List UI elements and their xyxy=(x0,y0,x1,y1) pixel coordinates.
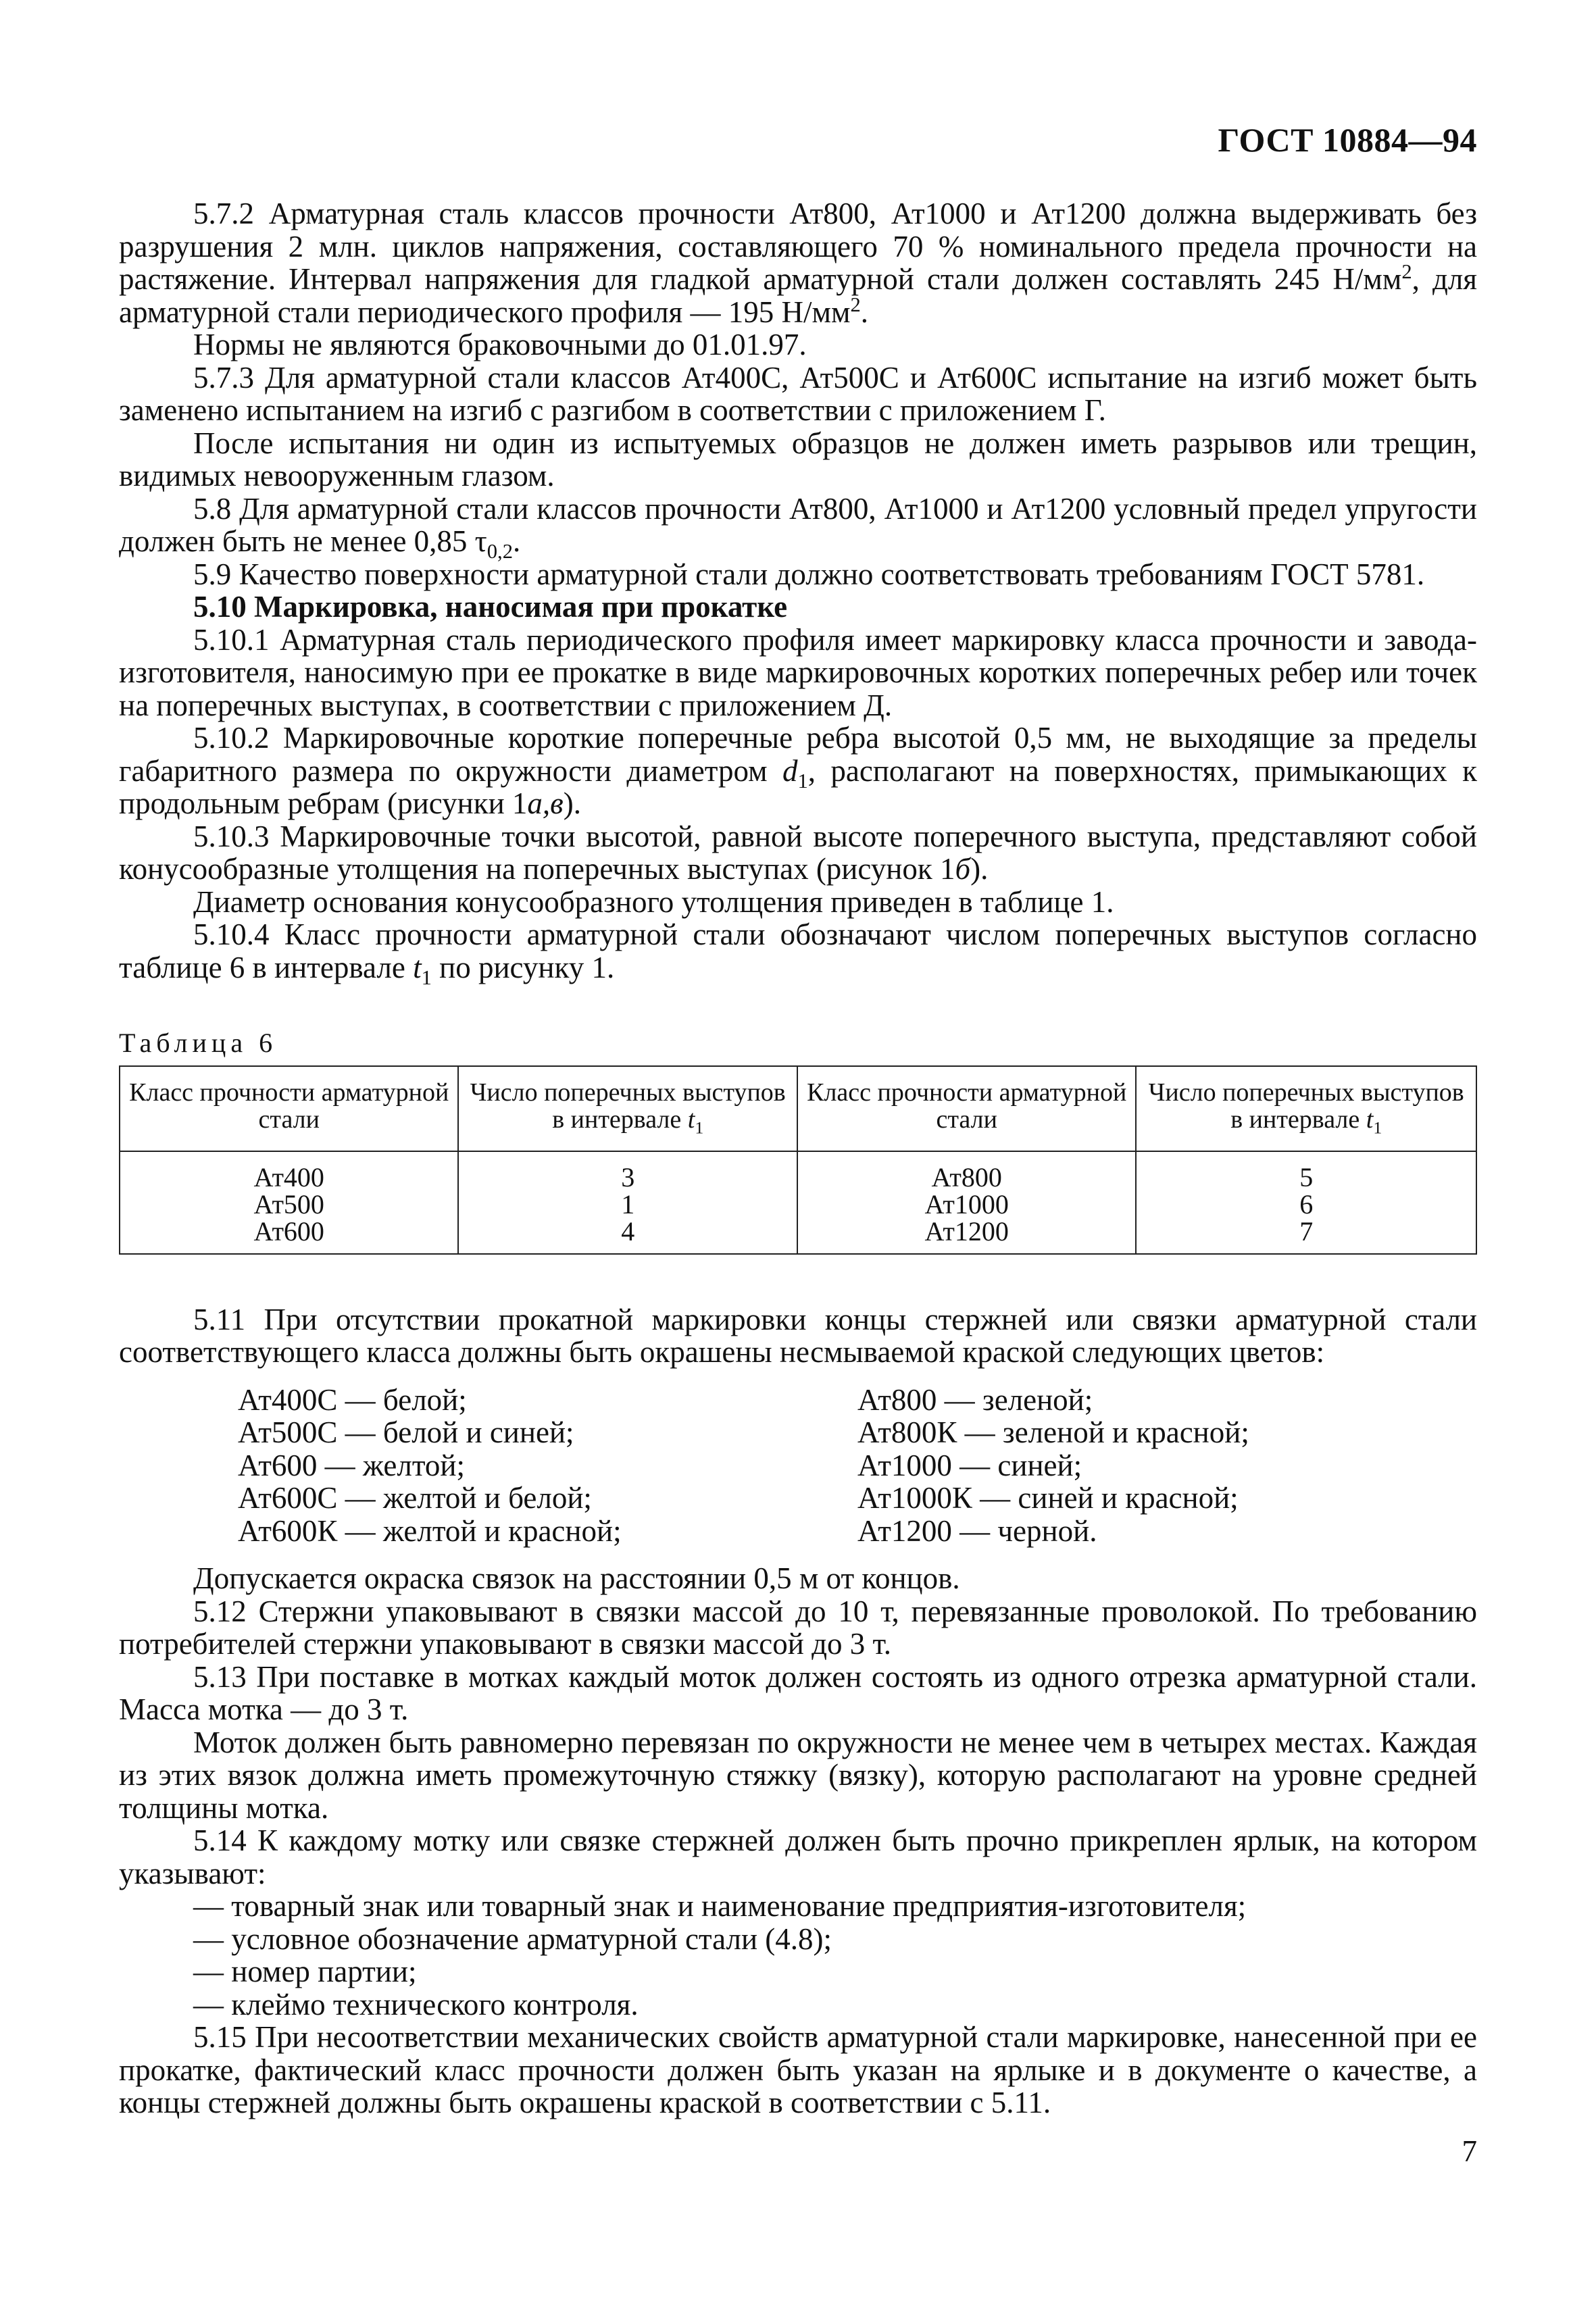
list-item: Ат400С — белой; xyxy=(238,1382,467,1417)
paragraph-norms: Нормы не являются браковочными до 01.01.97. xyxy=(193,328,807,361)
table-header-count-1: Число поперечных выступов в интервале $t_1$ xyxy=(458,1066,797,1151)
table-header-class-2: Класс прочности арматурной стали xyxy=(797,1066,1136,1151)
paragraph-allowed: Допускается окраска связок на расстоянии 0,5 м от концов. xyxy=(193,1561,960,1595)
paragraph-5-7-2: 5.7.2 Арматурная сталь классов прочности Ат800, Ат1000 и Ат1200 должна выдерживать без разрушения 2 млн. циклов напряжения, составляющего 70 % номинального предела прочности на растяжение. Интервал напряжения для гладкой арматурной стали должен составлять 245 $Н/мм^2$, для арматурной стали периодического профиля — 195 $Н/мм^2$. xyxy=(119,197,1477,329)
paragraph-5-10-1: 5.10.1 Арматурная сталь периодического профиля имеет маркировку класса прочности и завода-изготовителя, наносимую при ее прокатке в виде маркировочных коротких поперечных ребер или точек на поперечных выступах, в соответствии с приложением Д. xyxy=(119,622,1477,722)
paragraph-after-test: После испытания ни один из испытуемых образцов не должен иметь разрывов или трещин, видимых невооруженным глазом. xyxy=(119,426,1477,493)
paragraph-5-8: 5.8 Для арматурной стали классов прочности Ат800, Ат1000 и Ат1200 условный предел упругости должен быть не менее 0,85 $\tau_{0,2}$. xyxy=(119,491,1477,563)
color-list xyxy=(119,1384,1477,1548)
list-item: Ат1000К — синей и красной; xyxy=(857,1481,1239,1515)
list-item: — клеймо технического контроля. xyxy=(193,1987,639,2021)
list-item: Ат800 — зеленой; xyxy=(857,1382,1093,1417)
section-heading-5-10: 5.10 Маркировка, наносимая при прокатке xyxy=(193,590,788,624)
paragraph-coil: Моток должен быть равномерно перевязан по окружности не менее чем в четырех местах. Каждая из этих вязок должна иметь промежуточную стяжку (вязку), которую располагают на уровне средней толщины мотка. xyxy=(119,1725,1477,1825)
table-caption: Таблица 6 xyxy=(119,1028,278,1058)
table-header-row xyxy=(120,1066,1476,1151)
list-item: Ат600К — желтой и красной; xyxy=(238,1513,622,1548)
color-list-left xyxy=(238,1384,857,1548)
table-cell-counts-left: 3 1 4 xyxy=(458,1151,797,1254)
list-item: — номер партии; xyxy=(193,1955,417,1988)
list-item: Ат1000 — синей; xyxy=(857,1448,1082,1482)
paragraph-5-10-4: 5.10.4 Класс прочности арматурной стали обозначают числом поперечных выступов согласно таблице 6 в интервале $t_1$ по рисунку 1. xyxy=(119,917,1477,989)
table-cell-classes-left: Ат400 Ат500 Ат600 xyxy=(120,1151,458,1254)
paragraph-5-12: 5.12 Стержни упаковывают в связки массой до 10 т, перевязанные проволокой. По требованию потребителей стержни упаковывают в связки массой до 3 т. xyxy=(119,1594,1477,1661)
table-cell-classes-right: Ат800 Ат1000 Ат1200 xyxy=(797,1151,1136,1254)
list-item: Ат600 — желтой; xyxy=(238,1448,466,1482)
paragraph-5-15: 5.15 При несоответствии механических свойств арматурной стали маркировке, нанесенной при ее прокатке, фактический класс прочности должен быть указан на ярлыке и в документе о качестве, а концы стержней должны быть окрашены краской в соответствии с 5.11. xyxy=(119,2020,1477,2119)
paragraph-5-13: 5.13 При поставке в мотках каждый моток должен состоять из одного отрезка арматурной стали. Масса мотка — до 3 т. xyxy=(119,1659,1477,1726)
paragraph-diameter: Диаметр основания конусообразного утолщения приведен в таблице 1. xyxy=(193,884,1114,919)
list-item: Ат1200 — черной. xyxy=(857,1513,1097,1548)
list-item: Ат800К — зеленой и красной; xyxy=(857,1415,1249,1449)
paragraph-5-10-2: 5.10.2 Маркировочные короткие поперечные ребра высотой 0,5 мм, не выходящие за пределы габаритного размера по окружности диаметром $d_1$, располагают на поверхностях, примыкающих к продольным ребрам (рисунки 1а,в). xyxy=(119,721,1477,820)
table-header-class-1: Класс прочности арматурной стали xyxy=(120,1066,458,1151)
page-number: 7 xyxy=(1462,2134,1477,2168)
document-body xyxy=(119,197,1477,2119)
paragraph-5-10-3: 5.10.3 Маркировочные точки высотой, равной высоте поперечного выступа, представляют собой конусообразные утолщения на поперечных выступах (рисунок 1б). xyxy=(119,819,1477,886)
paragraph-5-11: 5.11 При отсутствии прокатной маркировки концы стержней или связки арматурной стали соответствующего класса должны быть окрашены несмываемой краской следующих цветов: xyxy=(119,1302,1477,1369)
paragraph-5-7-3: 5.7.3 Для арматурной стали классов Ат400С, Ат500С и Ат600С испытание на изгиб может быть заменено испытанием на изгиб с разгибом в соответствии с приложением Г. xyxy=(119,360,1477,427)
paragraph-5-9: 5.9 Качество поверхности арматурной стали должно соответствовать требованиям ГОСТ 5781. xyxy=(193,557,1425,591)
document-header: ГОСТ 10884—94 xyxy=(1218,121,1477,159)
list-item: Ат500С — белой и синей; xyxy=(238,1415,574,1449)
table-6 xyxy=(119,1065,1477,1255)
list-item: — товарный знак или товарный знак и наименование предприятия-изготовителя; xyxy=(193,1889,1247,1923)
table-header-count-2: Число поперечных выступов в интервале $t_1$ xyxy=(1136,1066,1476,1151)
table-cell-counts-right: 5 6 7 xyxy=(1136,1151,1476,1254)
table-row xyxy=(120,1151,1476,1254)
color-list-right xyxy=(857,1384,1477,1548)
list-item: — условное обозначение арматурной стали (4.8); xyxy=(193,1921,832,1956)
list-item: Ат600С — желтой и белой; xyxy=(238,1481,592,1515)
paragraph-5-14: 5.14 К каждому мотку или связке стержней должен быть прочно прикреплен ярлык, на котором указывают: xyxy=(119,1823,1477,1890)
